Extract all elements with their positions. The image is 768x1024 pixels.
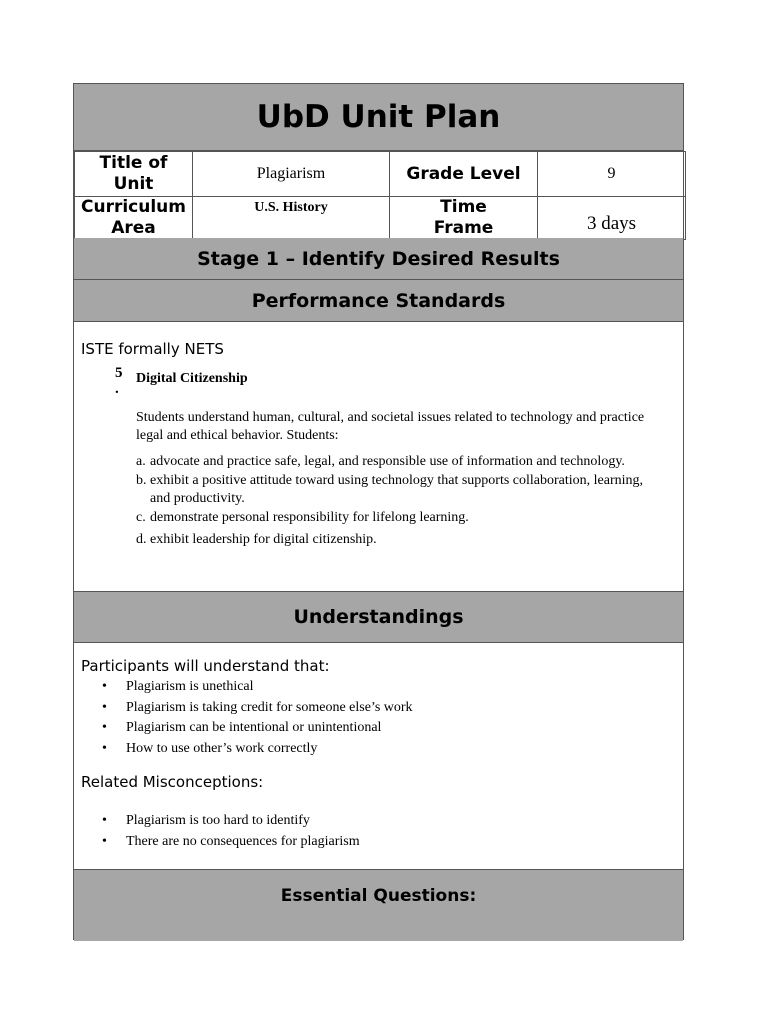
standards-source: ISTE formally NETS — [81, 340, 224, 358]
standard-description: Students understand human, cultural, and societal issues related to technology and practice legal and ethical behavior. Students: — [136, 410, 645, 443]
list-item-text: advocate and practice safe, legal, and responsible use of information and technology. — [150, 454, 625, 469]
list-item-text: There are no consequences for plagiarism — [126, 833, 360, 849]
unit-info-table — [74, 151, 686, 240]
list-item — [136, 472, 656, 508]
grade-level-value: 9 — [538, 152, 686, 197]
list-item-text: Plagiarism can be intentional or unintentional — [126, 720, 382, 735]
bullet-icon: • — [102, 813, 107, 828]
list-item — [136, 531, 656, 549]
misconceptions-heading: Related Misconceptions: — [81, 773, 264, 791]
unit-plan-document — [73, 83, 684, 940]
list-item — [102, 832, 360, 853]
list-item-text: exhibit leadership for digital citizenship. — [150, 532, 377, 547]
list-item — [136, 453, 656, 471]
performance-standards-section — [74, 322, 683, 591]
standard-items-list — [136, 453, 656, 550]
list-item — [136, 509, 656, 527]
list-item-text: How to use other’s work correctly — [126, 740, 318, 756]
list-item — [102, 811, 360, 832]
list-marker: c. — [136, 510, 146, 525]
standard-number-digit: 5 — [115, 365, 123, 381]
standard-number-dot: . — [115, 381, 119, 397]
standard-title: Digital Citizenship — [136, 371, 248, 386]
list-item-text: demonstrate personal responsibility for lifelong learning. — [150, 510, 469, 525]
list-marker: b. — [136, 473, 147, 488]
misconceptions-list — [102, 811, 360, 852]
list-marker: d. — [136, 532, 147, 547]
essential-questions-heading: Essential Questions: — [74, 869, 683, 941]
document-title: UbD Unit Plan — [74, 84, 683, 151]
title-of-unit-label: Title of Unit — [75, 152, 193, 197]
list-item — [102, 677, 413, 698]
curriculum-area-label: Curriculum Area — [75, 197, 193, 240]
list-item-text: Plagiarism is too hard to identify — [126, 813, 310, 828]
list-item-text: exhibit a positive attitude toward using technology that supports collaboration, learning, and productivity. — [150, 473, 644, 506]
list-item — [102, 718, 413, 739]
list-marker: a. — [136, 454, 146, 469]
understandings-heading: Understandings — [74, 591, 683, 643]
grade-level-label: Grade Level — [390, 152, 538, 197]
bullet-icon: • — [102, 679, 107, 694]
bullet-icon: • — [102, 740, 107, 756]
understandings-list — [102, 677, 413, 759]
list-item — [102, 739, 413, 760]
understandings-section — [74, 643, 683, 869]
list-item — [102, 698, 413, 719]
list-item-text: Plagiarism is taking credit for someone else’s work — [126, 699, 413, 715]
understandings-intro: Participants will understand that: — [81, 657, 330, 675]
bullet-icon: • — [102, 720, 107, 735]
bullet-icon: • — [102, 699, 107, 715]
standard-number — [115, 365, 123, 397]
bullet-icon: • — [102, 833, 107, 849]
title-of-unit-value: Plagiarism — [193, 152, 390, 197]
stage-1-heading: Stage 1 – Identify Desired Results — [74, 238, 683, 280]
time-frame-value: 3 days — [538, 197, 686, 240]
curriculum-area-value: U.S. History — [193, 197, 390, 240]
list-item-text: Plagiarism is unethical — [126, 679, 254, 694]
performance-standards-heading: Performance Standards — [74, 280, 683, 322]
time-frame-label: Time Frame — [390, 197, 538, 240]
